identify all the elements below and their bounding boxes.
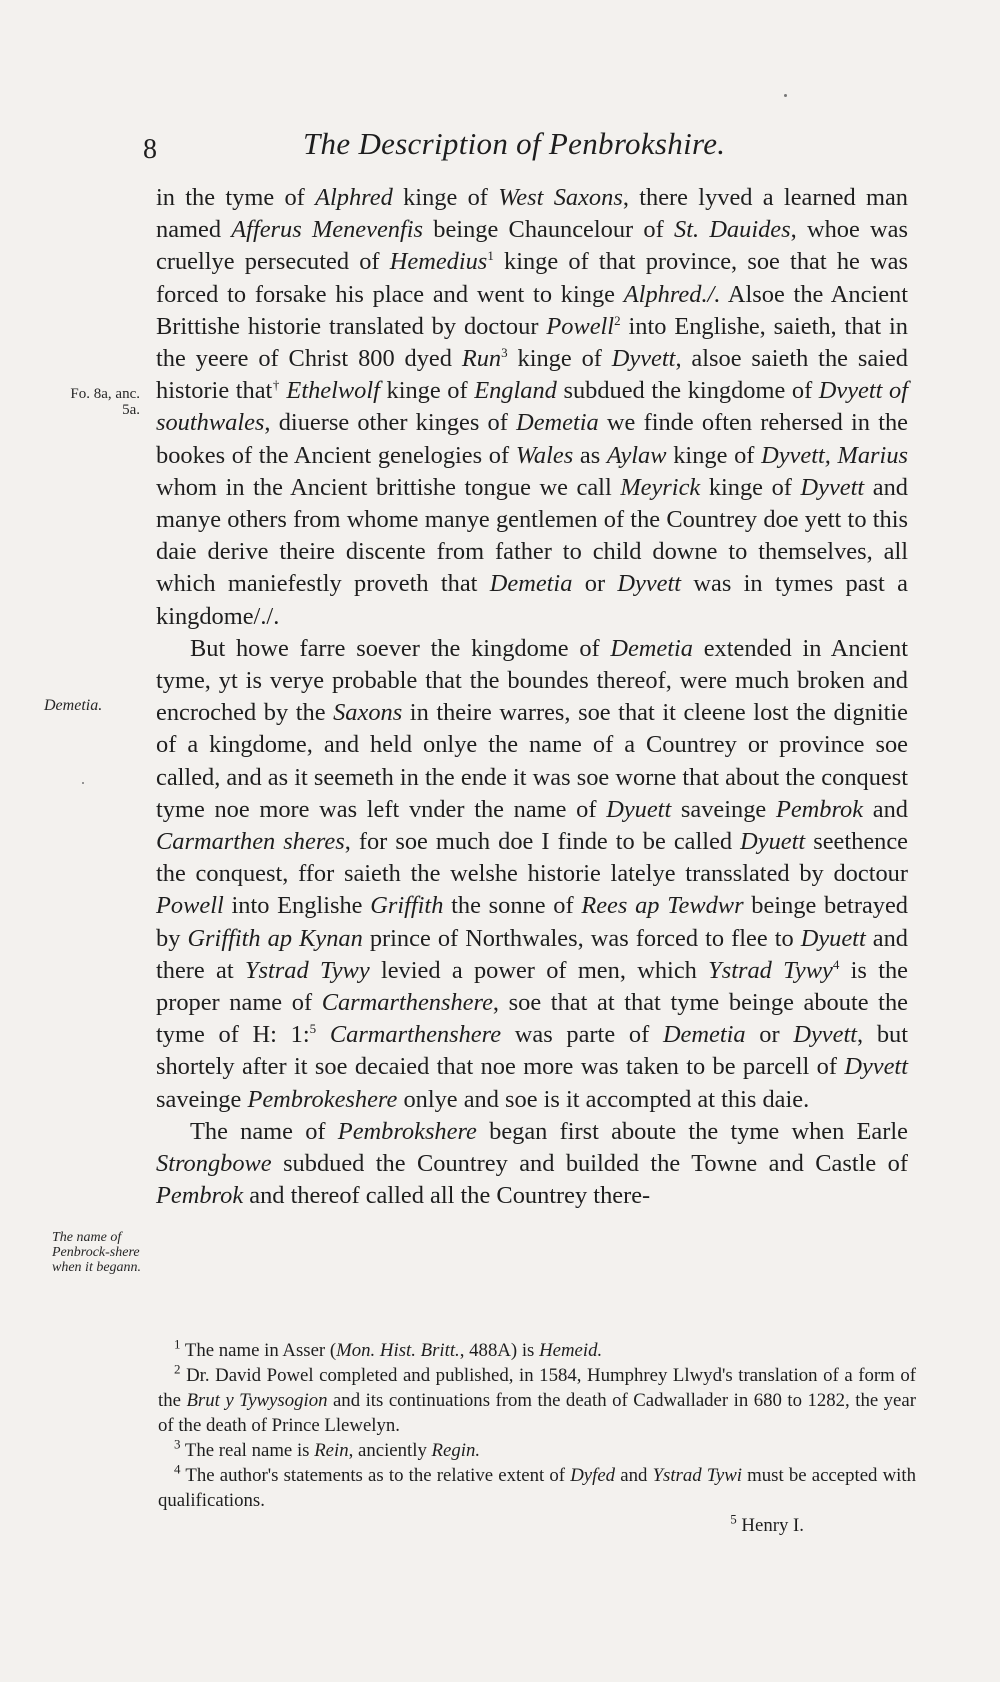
footnote-4: $^4$ The author's statements as to the relative extent of Dyfed and Ystrad Tywi must be accepted with qualifications.: [158, 1461, 917, 1511]
paragraph-name-of-pembrokeshire: The name of Pembrokshere began first aboute the tyme when Earle Strongbowe subdued the Countrey and builded the Towne and Castle of Pembrok and thereof called all the Countrey there-: [156, 1117, 908, 1210]
margin-note-name-of-pembrokeshire: The name of Penbrock-shere when it begann.: [52, 1230, 142, 1275]
page-header: [143, 126, 913, 176]
footnotes: [158, 1338, 916, 1538]
margin-note-demetia: Demetia.: [44, 697, 103, 714]
main-text: [156, 182, 908, 1213]
page-number: 8: [143, 134, 157, 165]
paper-speck: [82, 782, 84, 784]
dagger-mark: †: [272, 377, 280, 393]
paragraph-demetia: But howe farre soever the kingdome of Demetia extended in Ancient tyme, yt is verye probable that the boundes thereof, were much broken and encroched by the Saxons in theire warres, soe that it cleene lost the dignitie of a kingdome, and held onlye the name of a Countrey or province soe called, and as it seemeth in the ende it was soe worne that about the conquest tyme noe more was left vnder the name of Dyuett saveinge Pembrok and Carmarthen sheres, for soe much doe I finde to be called Dyuett seethence the conquest, ffor saieth the welshe historie latelye transslated by doctour Powell into Englishe Griffith the sonne of Rees ap Tewdwr beinge betrayed by Griffith ap Kynan prince of Northwales, was forced to flee to Dyuett and there at Ystrad Tywy levied a power of men, which Ystrad Tywy$^4$ is the proper name of Carmarthenshere, soe that at that tyme beinge aboute the tyme of H: 1:$^5$ Carmarthenshere was parte of Demetia or Dyvett, but shortely after it soe decaied that noe more was taken to be parcell of Dyvett saveinge Pembrokeshere onlye and soe is it accompted at this daie.: [156, 634, 909, 1113]
footnote-3: $^3$ The real name is Rein, anciently Regin.: [174, 1436, 481, 1461]
footnote-ref: 2: [614, 312, 621, 328]
footnote-ref: 3: [501, 344, 508, 360]
footnote-1: $^1$ The name in Asser (Mon. Hist. Britt., 488A) is Hemeid.: [174, 1336, 603, 1361]
footnote-2: $^2$ Dr. David Powel completed and published, in 1584, Humphrey Llwyd's translation of a form of the Brut y Tywysogion and its continuations from the death of Cadwallader in 680 to 1282, the year of the death of Prince Llewelyn.: [158, 1361, 916, 1436]
paper-speck: [784, 94, 787, 97]
footnote-5: $^5$ Henry I.: [730, 1511, 804, 1536]
margin-note-folio: Fo. 8a, anc. 5a.: [70, 386, 140, 418]
footnote-ref: 1: [487, 248, 494, 264]
footnote-ref: 4: [832, 956, 840, 972]
footnote-ref: 5: [309, 1021, 317, 1037]
paragraph-continuation: in the tyme of Alphred kinge of West Saxons, there lyved a learned man named Afferus Menevenfis beinge Chauncelour of St. Dauides, whoe was cruellye persecuted of Hemedius$^1$ kinge of that province, soe that he was forced to forsake his place and went to kinge Alphred./. Alsoe the Ancient Brittishe historie translated by doctour Powell$^2$ into Englishe, saieth, that in the yeere of Christ 800 dyed Run$^3$ kinge of Dyvett, alsoe saieth the saied historie that† Ethelwolf kinge of England subdued the kingdome of Dvyett of southwales, diuerse other kinges of Demetia we finde often rehersed in the bookes of the Ancient genelogies of Wales as Aylaw kinge of Dyvett, Marius whom in the Ancient brittishe tongue we call Meyrick kinge of Dyvett and manye others from whome manye gentlemen of the Countrey doe yett to this daie derive theire discente from father to child downe to themselves, all which maniefestly proveth that Demetia or Dyvett was in tymes past a kingdome/./.: [156, 184, 909, 630]
running-title: The Description of Penbrokshire.: [303, 126, 726, 161]
